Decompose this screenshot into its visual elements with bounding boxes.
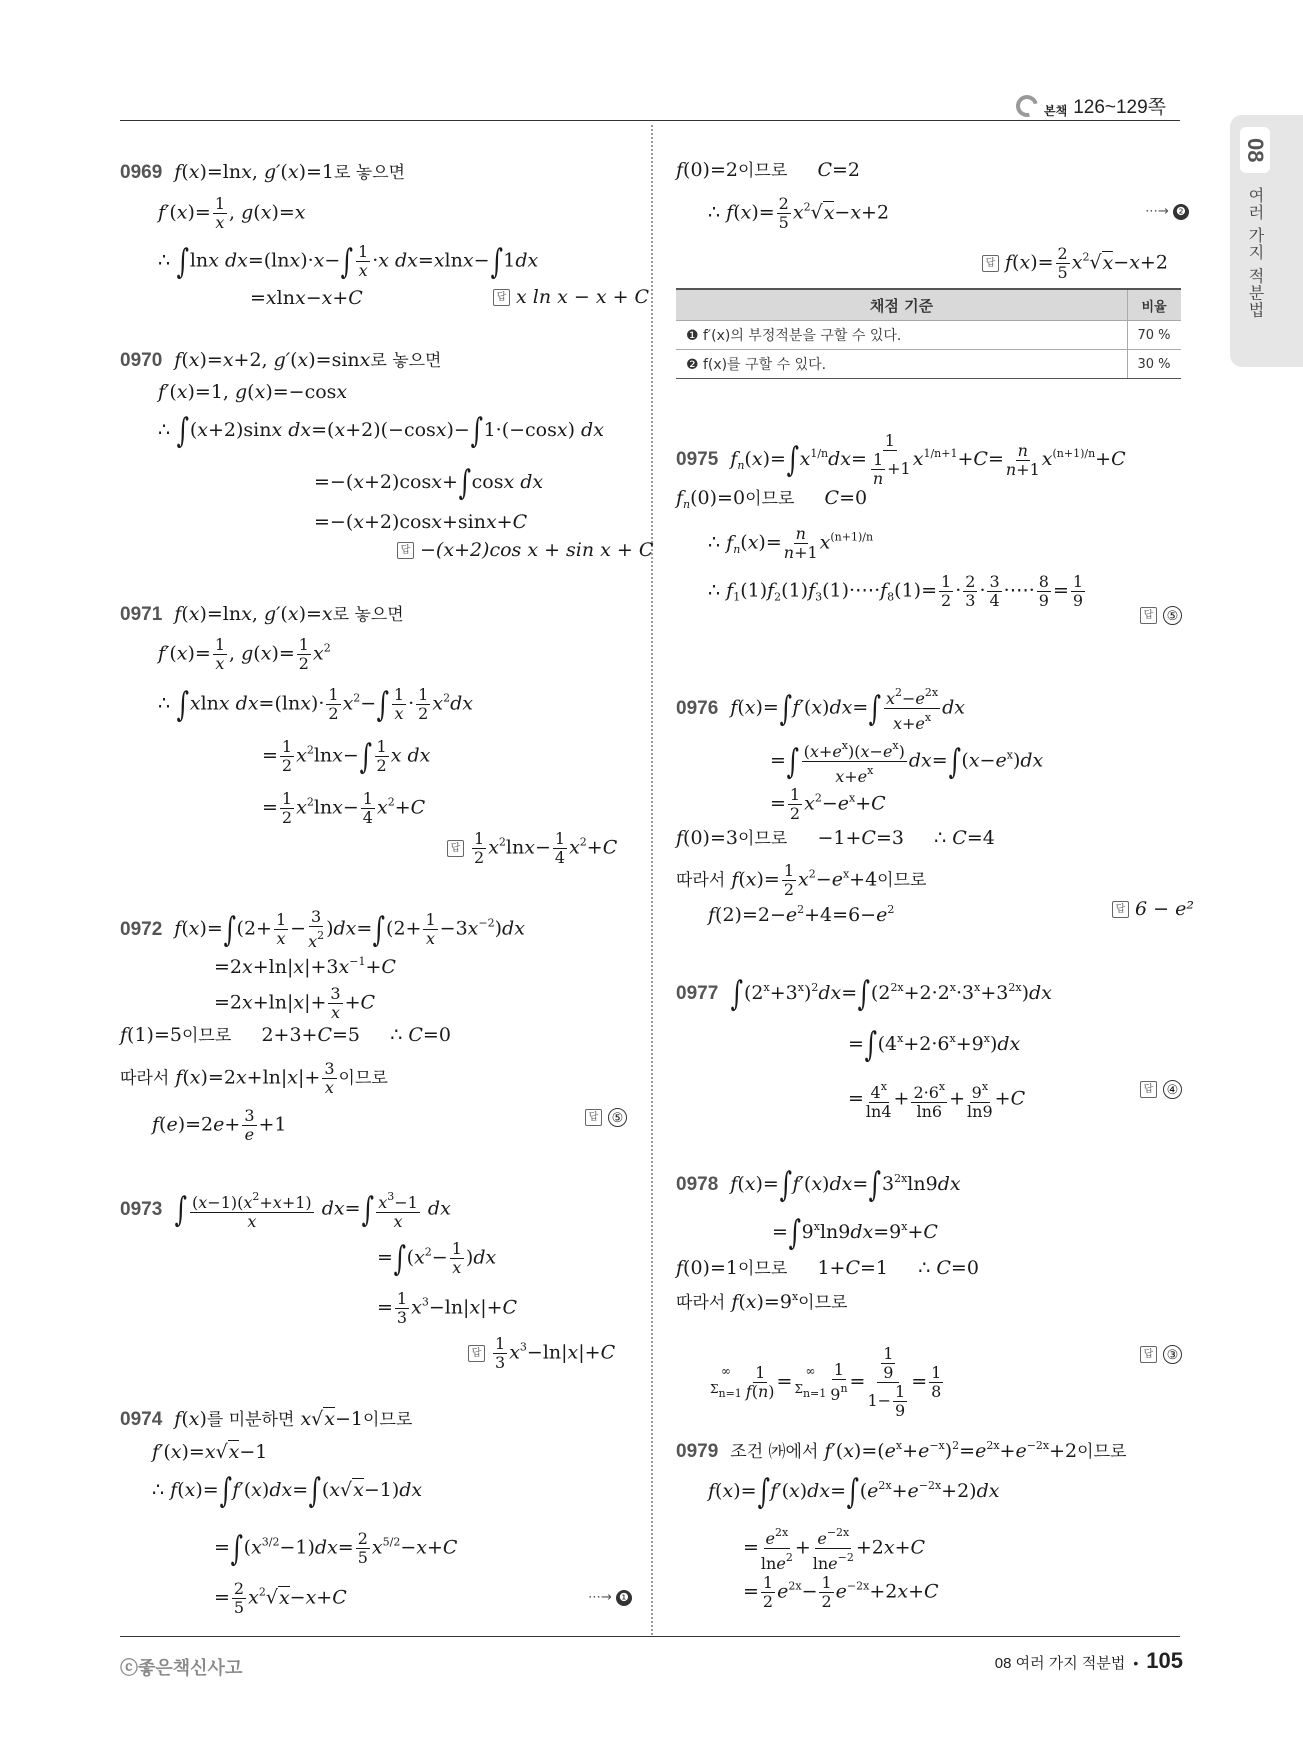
problem-0975-line4: ∴ $f_1(1)f_2(1)f_3(1)\cdot\cdots\cdot f_8(1)=$ $\frac{1}{2}$ · $\frac{2}{3}$ · $\frac{3}{4}$ ·⋯· $\frac{8}{9}$ = $\frac{1}{9}$ (708, 572, 1084, 610)
table-row (676, 350, 1181, 379)
step-marker-1: ⋯→ ❶ (588, 1586, 632, 1610)
criteria-header: 채점 기준 (676, 289, 1128, 321)
problem-0974-line5: = $\frac{2}{5}$ $x^2√x-x+C$ (214, 1579, 347, 1617)
footer-rule (120, 1636, 1180, 1637)
problem-0971-line2: f′(x)= $\frac{1}{x}$ , g(x)= $\frac{1}{2}$ $x^2$ (158, 635, 331, 673)
problem-0970-line5: =−(x+2)cosx+sinx+C (314, 511, 528, 533)
problem-0969-line1: 0969 f(x)=lnx, g′(x)=1로 놓으면 (120, 161, 406, 183)
answer-icon: 답 (585, 1109, 602, 1126)
problem-0970-line1: 0970 f(x)=x+2, g′(x)=sinx로 놓으면 (120, 349, 442, 371)
problem-id: 0970 (120, 350, 163, 371)
problem-0969-line2: f′(x)= $\frac{1}{x}$ , g(x)=x (158, 194, 306, 232)
problem-0974-line2: f′(x)=x√x−1 (152, 1441, 268, 1463)
problem-id: 0975 (676, 449, 719, 470)
answer-icon: 답 (1112, 901, 1129, 918)
page-range: 126~129쪽 (1073, 97, 1167, 118)
header-rule (120, 120, 1180, 121)
problem-0978-line4: 따라서 $f(x)=9^x$이므로 (676, 1290, 848, 1313)
problem-0974-line3: ∴ f(x)=∫f′(x)dx=∫(x√x−1)dx (152, 1471, 423, 1511)
footer-chapter: 08 여러 가지 적분법 (994, 1655, 1126, 1672)
ratio-cell: 70 % (1128, 321, 1182, 350)
problem-0972-line3: =2x+ln|x|+ $\frac{3}{x}$ +C (214, 984, 376, 1022)
problem-0979-line4: = $\frac{1}{2}$ $e^{2x}-$ $\frac{1}{2}$ $e^{-2x}+2x+C$ (743, 1573, 939, 1611)
answer-icon: 답 (397, 542, 414, 559)
problem-id: 0969 (120, 162, 163, 183)
problem-0979-line1: 0979 조건 ㈎에서 $f'(x)=(e^x+e^{-x})^2=e^{2x}+e^{-2x}+2$이므로 (676, 1439, 1127, 1462)
problem-0971-line1: 0971 f(x)=lnx, g′(x)=x로 놓으면 (120, 603, 404, 625)
problem-0978-line5: ∞ $\Sigma_{n=1}$ $\frac{1}{f(n)}$ = ∞ $\Sigma_{n=1}$ $\frac{1}{9^n}$ = $\frac{1}{9}$ 1− $\frac{1}{9}$ = $\frac{1}{8}$ (710, 1344, 942, 1420)
problem-0973-line3: = $\frac{1}{3}$ $x^3-\ln|x|+C$ (377, 1289, 518, 1327)
book-label: 본책 (1044, 104, 1068, 118)
problem-0979-line2: $f(x)=\int f'(x)dx=\int(e^{2x}+e^{-2x}+2)dx$ (708, 1472, 1000, 1512)
chapter-side-tab (1230, 115, 1303, 367)
answer-icon: 답 (982, 255, 999, 272)
answer-icon: 답 (1140, 1081, 1157, 1098)
ratio-header: 비율 (1128, 289, 1182, 321)
problem-0975-line3: ∴ $f_n(x)=$ $\frac{n}{n+1}$ $x^{(n+1)/n}$ (708, 524, 874, 562)
problem-0975-answer: 답 ⑤ (1140, 606, 1182, 625)
problem-0972-line5: 따라서 f(x)=2x+ln|x|+ $\frac{3}{x}$ 이므로 (120, 1059, 388, 1097)
chapter-title: 여러 가지 적분법 (1246, 187, 1265, 319)
footer-dot: • (1133, 1655, 1139, 1671)
problem-id: 0979 (676, 1441, 719, 1462)
problem-0978-line2: $=\int 9^x\ln 9dx=9^x+C$ (772, 1213, 938, 1253)
problem-id: 0973 (120, 1198, 163, 1220)
page-number: 105 (1146, 1648, 1183, 1673)
problem-0977-line3: = $\frac{4^x}{\ln 4}$ + $\frac{2\cdot 6^x}{\ln 6}$ + $\frac{9^x}{\ln 9}$ +C (848, 1080, 1026, 1121)
answer-icon: 답 (493, 289, 510, 306)
problem-0973-answer: 답 $\frac{1}{3}$ $x^3-\ln|x|+C$ (468, 1335, 615, 1372)
problem-0974-line6: f(0)=2이므로 C=2 (676, 159, 861, 181)
problem-id: 0972 (120, 918, 163, 940)
problem-0970-line2: f′(x)=1, g(x)=−cosx (158, 381, 348, 403)
step-marker-2: ⋯→ ❷ (1145, 200, 1189, 224)
problem-0971-line5: = $\frac{1}{2}$ $x^2\ln x-$ $\frac{1}{4}$ $x^2+C$ (262, 789, 426, 827)
problem-0971-line4: = $\frac{1}{2}$ $x^2\ln x-\int$ $\frac{1}{2}$ x dx (262, 736, 431, 777)
publisher-logo: ⓒ좋은책신사고 (120, 1658, 243, 1678)
table-row (676, 321, 1181, 350)
problem-id: 0971 (120, 604, 163, 625)
problem-0976-line2: =∫ $\frac{(x+e^x)(x-e^x)}{x+e^x}$ $dx=\int(x-e^x)dx$ (770, 739, 1044, 786)
column-divider (651, 125, 653, 1635)
problem-0977-line2: $=\int(4^x+2\cdot 6^x+9^x)dx$ (848, 1025, 1021, 1065)
refresh-arrow-icon (1012, 91, 1042, 121)
problem-0973-line1: 0973 ∫ $\frac{(x-1)(x^2+x+1)}{x}$ dx=∫ $\frac{x^3-1}{x}$ dx (120, 1189, 451, 1231)
problem-0970-line4: =−(x+2)cosx+∫cosx dx (314, 463, 544, 503)
problem-id: 0978 (676, 1174, 719, 1195)
problem-0976-line6: $f(2)=2-e^2+4=6-e^2$ (708, 903, 895, 926)
problem-0969-answer: 답 x ln x − x + C (493, 286, 649, 308)
criteria-cell: ❶ f′(x)의 부정적분을 구할 수 있다. (676, 321, 1128, 350)
problem-0978-answer: 답 ③ (1140, 1345, 1182, 1364)
problem-0977-answer: 답 ④ (1140, 1080, 1182, 1099)
chapter-number: 08 (1240, 127, 1270, 173)
problem-id: 0977 (676, 983, 719, 1004)
page-reference (1016, 92, 1166, 119)
problem-0979-line3: = $\frac{e^{2x}}{\ln e^2}$ + $\frac{e^{-2x}}{\ln e^{-2}}$ +2x+C (743, 1526, 926, 1573)
problem-0974-line7: ∴ f(x)= $\frac{2}{5}$ $x^2√x-x+2$ (708, 194, 890, 232)
problem-0972-answer: 답 ⑤ (585, 1108, 627, 1127)
problem-id: 0976 (676, 697, 719, 719)
answer-icon: 답 (447, 840, 464, 857)
answer-icon: 답 (468, 1345, 485, 1362)
problem-0969-line3: ∴ ∫lnx dx=(lnx)·x−∫ $\frac{1}{x}$ ·x dx=xlnx−∫1dx (158, 241, 539, 282)
problem-0976-line1: 0976 f(x)=∫f′(x)dx=∫ $\frac{x^2-e^{2x}}{x+e^x}$ dx (676, 686, 965, 733)
problem-0978-line3: f(0)=1이므로 1+C=1 ∴ C=0 (676, 1257, 979, 1279)
problem-0974-line4: $=\int(x^{3/2}-1)dx=$ $\frac{2}{5}$ $x^{5/2}-x+C$ (214, 1528, 458, 1569)
problem-0972-line4: f(1)=5이므로 2+3+C=5 ∴ C=0 (120, 1024, 451, 1046)
answer-icon: 답 (1140, 607, 1157, 624)
problem-0972-line6: f(e)=2e+ $\frac{3}{e}$ +1 (152, 1106, 287, 1144)
answer-icon: 답 (1140, 1346, 1157, 1363)
problem-0976-line4: f(0)=3이므로 −1+C=3 ∴ C=4 (676, 827, 995, 849)
problem-0970-answer: 답 −(x+2)cos x + sin x + C (397, 539, 653, 561)
problem-0975-line2: $f_n(0)=0$이므로 C=0 (676, 487, 868, 511)
grading-criteria-table (676, 288, 1181, 379)
problem-id: 0974 (120, 1409, 163, 1430)
ratio-cell: 30 % (1128, 350, 1182, 379)
problem-0971-line3: ∴ ∫xlnx dx=(lnx)· $\frac{1}{2}$ $x^2-\int$ $\frac{1}{x}$ · $\frac{1}{2}$ $x^2dx$ (158, 684, 473, 725)
problem-0978-line1: 0978 $f(x)=\int f'(x)dx=\int 3^{2x}\ln 9dx$ (676, 1165, 961, 1205)
problem-0972-line2: $=2x+\ln|x|+3x^{-1}+C$ (214, 955, 396, 978)
problem-0972-line1: 0972 f(x)=∫(2+ $\frac{1}{x}$ − $\frac{3}{x^2}$ )dx=∫(2+ $\frac{1}{x}$ $-3x^{-2})dx$ (120, 907, 525, 951)
problem-0971-answer: 답 $\frac{1}{2}$ $x^2\ln x-$ $\frac{1}{4}$ $x^2+C$ (447, 830, 617, 867)
problem-0976-line3: = $\frac{1}{2}$ $x^2-e^x+C$ (770, 785, 886, 823)
problem-0976-line5: 따라서 f(x)= $\frac{1}{2}$ $x^2-e^x+4$이므로 (676, 861, 927, 899)
criteria-cell: ❷ f(x)를 구할 수 있다. (676, 350, 1128, 379)
problem-0977-line1: 0977 $\int(2^x+3^x)^2dx=\int(2^{2x}+2\cdot 2^x\cdot 3^x+3^{2x})dx$ (676, 974, 1052, 1014)
problem-0969-line4: =xlnx−x+C (250, 287, 363, 309)
problem-0974-answer: 답 f(x)= $\frac{2}{5}$ $x^2√x-x+2$ (982, 245, 1168, 282)
problem-0973-line2: $=\int(x^2-$ $\frac{1}{x}$ )dx (377, 1238, 497, 1279)
page-folio (995, 1648, 1183, 1674)
problem-0974-line1: 0974 f(x)를 미분하면 x√x−1이므로 (120, 1408, 413, 1430)
problem-0970-line3: ∴ ∫(x+2)sinx dx=(x+2)(−cosx)−∫1·(−cosx) dx (158, 411, 604, 451)
problem-0975-line1: 0975 $f_n(x)=\int x^{1/n}dx=$ 1 $\frac{1}{n}$ +1 $x^{1/n+1}+C=$ $\frac{n}{n+1}$ $x^{(n+1)/n}+C$ (676, 431, 1126, 488)
problem-0976-answer: 답 6 − e² (1112, 898, 1194, 920)
